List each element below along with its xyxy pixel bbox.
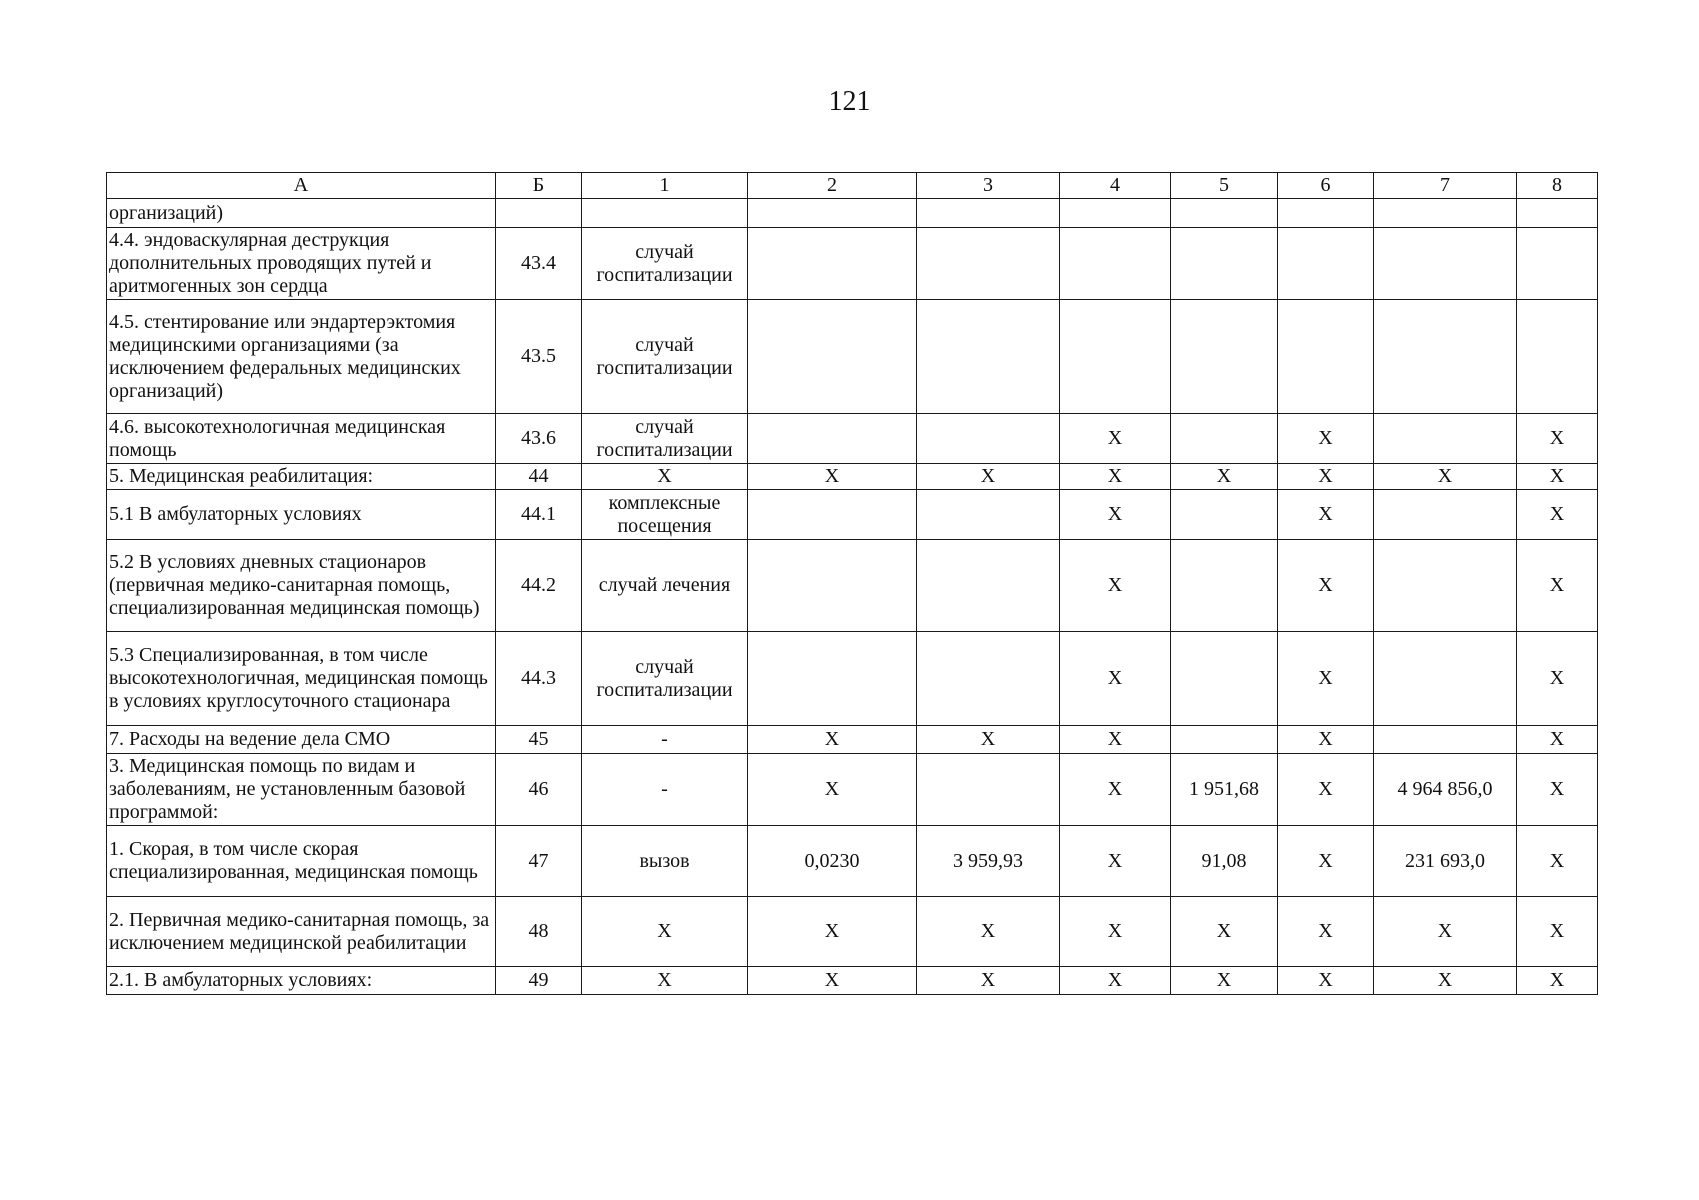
table-cell [1171, 228, 1278, 300]
table-cell: случай госпитализации [582, 632, 748, 726]
table-cell [1374, 490, 1517, 540]
table-cell: X [917, 967, 1060, 995]
table-cell [917, 300, 1060, 414]
row-code-cell: 44.1 [496, 490, 582, 540]
table-cell [748, 490, 917, 540]
row-label-cell: организаций) [107, 199, 496, 228]
table-cell [748, 632, 917, 726]
column-header: 6 [1278, 173, 1374, 199]
table-cell: X [1517, 414, 1598, 464]
table-cell [1278, 228, 1374, 300]
row-code-cell: 43.6 [496, 414, 582, 464]
table-cell [917, 632, 1060, 726]
table-cell: X [1517, 826, 1598, 897]
table-cell: случай госпитализации [582, 414, 748, 464]
table-cell: X [1517, 754, 1598, 826]
row-code-cell: 43.5 [496, 300, 582, 414]
column-header: 3 [917, 173, 1060, 199]
row-code-cell: 43.4 [496, 228, 582, 300]
table-cell: X [1278, 632, 1374, 726]
column-header: 4 [1060, 173, 1171, 199]
table-cell: X [1060, 754, 1171, 826]
table-cell: X [1517, 490, 1598, 540]
table-cell: X [1517, 540, 1598, 632]
table-cell [1060, 199, 1171, 228]
table-cell: X [1278, 754, 1374, 826]
row-code-cell: 44.3 [496, 632, 582, 726]
table-cell: X [1171, 897, 1278, 967]
table-cell: X [582, 967, 748, 995]
table-cell: X [1060, 967, 1171, 995]
row-label-cell: 7. Расходы на ведение дела СМО [107, 726, 496, 754]
table-cell: X [917, 464, 1060, 490]
table-cell [1171, 540, 1278, 632]
table-cell [748, 414, 917, 464]
row-label-cell: 3. Медицинская помощь по видам и заболеваниям, не установленным базовой программой: [107, 754, 496, 826]
table-cell: X [1278, 897, 1374, 967]
table-cell: X [1374, 464, 1517, 490]
table-row [107, 897, 1598, 967]
header-row [107, 173, 1598, 199]
table-cell: - [582, 726, 748, 754]
table-cell [1374, 726, 1517, 754]
table-cell: X [1517, 967, 1598, 995]
table-cell: X [582, 464, 748, 490]
table-cell [1278, 199, 1374, 228]
row-code-cell: 48 [496, 897, 582, 967]
table-cell [1060, 300, 1171, 414]
table-row [107, 228, 1598, 300]
column-header: 7 [1374, 173, 1517, 199]
table-body [107, 173, 1598, 995]
table-cell: случай госпитализации [582, 228, 748, 300]
row-label-cell: 5.3 Специализированная, в том числе высокотехнологичная, медицинская помощь в условиях круглосуточного стационара [107, 632, 496, 726]
table-cell: X [1060, 464, 1171, 490]
table-cell [1374, 228, 1517, 300]
row-label-cell: 4.5. стентирование или эндартерэктомия медицинскими организациями (за исключением федеральных медицинских организаций) [107, 300, 496, 414]
table-cell: X [1517, 897, 1598, 967]
table-cell: 1 951,68 [1171, 754, 1278, 826]
row-label-cell: 5.1 В амбулаторных условиях [107, 490, 496, 540]
table-cell: X [1060, 414, 1171, 464]
table-row [107, 632, 1598, 726]
table-cell: X [582, 897, 748, 967]
table-cell: X [917, 897, 1060, 967]
table-cell: 0,0230 [748, 826, 917, 897]
table-cell: случай госпитализации [582, 300, 748, 414]
column-header: 1 [582, 173, 748, 199]
table-cell: X [1171, 464, 1278, 490]
table-cell: X [1374, 967, 1517, 995]
row-label-cell: 2.1. В амбулаторных условиях: [107, 967, 496, 995]
row-label-cell: 1. Скорая, в том числе скорая специализированная, медицинская помощь [107, 826, 496, 897]
data-table [106, 172, 1598, 995]
table-cell [748, 228, 917, 300]
table-cell [917, 754, 1060, 826]
table-row [107, 490, 1598, 540]
row-code-cell: 44 [496, 464, 582, 490]
table-row [107, 464, 1598, 490]
row-code-cell: 46 [496, 754, 582, 826]
column-header: 2 [748, 173, 917, 199]
table-row [107, 967, 1598, 995]
table-cell: случай лечения [582, 540, 748, 632]
table-cell: X [748, 754, 917, 826]
table-cell [1171, 632, 1278, 726]
table-cell: 231 693,0 [1374, 826, 1517, 897]
row-label-cell: 4.6. высокотехнологичная медицинская помощь [107, 414, 496, 464]
table-cell [582, 199, 748, 228]
table-cell [917, 540, 1060, 632]
table-cell [1517, 300, 1598, 414]
table-cell: X [1278, 464, 1374, 490]
row-code-cell: 49 [496, 967, 582, 995]
table-cell [1171, 300, 1278, 414]
table-cell: X [1517, 464, 1598, 490]
table-row [107, 414, 1598, 464]
table-cell: X [748, 464, 917, 490]
column-header: 8 [1517, 173, 1598, 199]
table-cell [1060, 228, 1171, 300]
table-row [107, 754, 1598, 826]
table-cell [1171, 726, 1278, 754]
row-label-cell: 5. Медицинская реабилитация: [107, 464, 496, 490]
row-code-cell: 44.2 [496, 540, 582, 632]
table-cell: 91,08 [1171, 826, 1278, 897]
table-cell [1374, 414, 1517, 464]
table-cell: X [1278, 726, 1374, 754]
table-row [107, 300, 1598, 414]
table-cell [1374, 199, 1517, 228]
table-cell: - [582, 754, 748, 826]
table-cell [917, 414, 1060, 464]
table-cell: X [1278, 967, 1374, 995]
column-header: А [107, 173, 496, 199]
table-cell [1517, 228, 1598, 300]
table-cell: X [1060, 897, 1171, 967]
table-cell: X [1060, 632, 1171, 726]
row-label-cell: 4.4. эндоваскулярная деструкция дополнительных проводящих путей и аритмогенных зон сердца [107, 228, 496, 300]
table-cell [1374, 300, 1517, 414]
table-cell [748, 300, 917, 414]
row-label-cell: 2. Первичная медико-санитарная помощь, за исключением медицинской реабилитации [107, 897, 496, 967]
table-cell: X [1517, 632, 1598, 726]
table-cell: X [1278, 490, 1374, 540]
table-cell: 3 959,93 [917, 826, 1060, 897]
table-row [107, 726, 1598, 754]
row-code-cell: 47 [496, 826, 582, 897]
column-header: Б [496, 173, 582, 199]
table-cell: X [917, 726, 1060, 754]
table-cell: X [1374, 897, 1517, 967]
table-cell: вызов [582, 826, 748, 897]
table-cell: X [1060, 540, 1171, 632]
table-cell [917, 199, 1060, 228]
table-cell [1171, 199, 1278, 228]
table-cell [1278, 300, 1374, 414]
table-cell [1171, 414, 1278, 464]
table-cell: X [1060, 726, 1171, 754]
table-cell [748, 540, 917, 632]
row-code-cell: 45 [496, 726, 582, 754]
table-cell: X [748, 726, 917, 754]
table-cell: 4 964 856,0 [1374, 754, 1517, 826]
row-code-cell [496, 199, 582, 228]
page-number: 121 [828, 86, 871, 117]
table-row [107, 199, 1598, 228]
table-row [107, 540, 1598, 632]
table-cell [1517, 199, 1598, 228]
table-cell [748, 199, 917, 228]
table-cell: X [1171, 967, 1278, 995]
table-cell [1374, 632, 1517, 726]
table-cell [1171, 490, 1278, 540]
column-header: 5 [1171, 173, 1278, 199]
row-label-cell: 5.2 В условиях дневных стационаров (первичная медико-санитарная помощь, специализированная медицинская помощь) [107, 540, 496, 632]
table-cell: X [1278, 414, 1374, 464]
table-cell [917, 490, 1060, 540]
table-cell: X [748, 967, 917, 995]
table-cell: X [748, 897, 917, 967]
table-cell: X [1517, 726, 1598, 754]
table-cell: X [1060, 490, 1171, 540]
table-cell [917, 228, 1060, 300]
table-cell: X [1278, 826, 1374, 897]
table-cell [1374, 540, 1517, 632]
table-cell: X [1278, 540, 1374, 632]
table-cell: X [1060, 826, 1171, 897]
table-row [107, 826, 1598, 897]
table-cell: комплексные посещения [582, 490, 748, 540]
